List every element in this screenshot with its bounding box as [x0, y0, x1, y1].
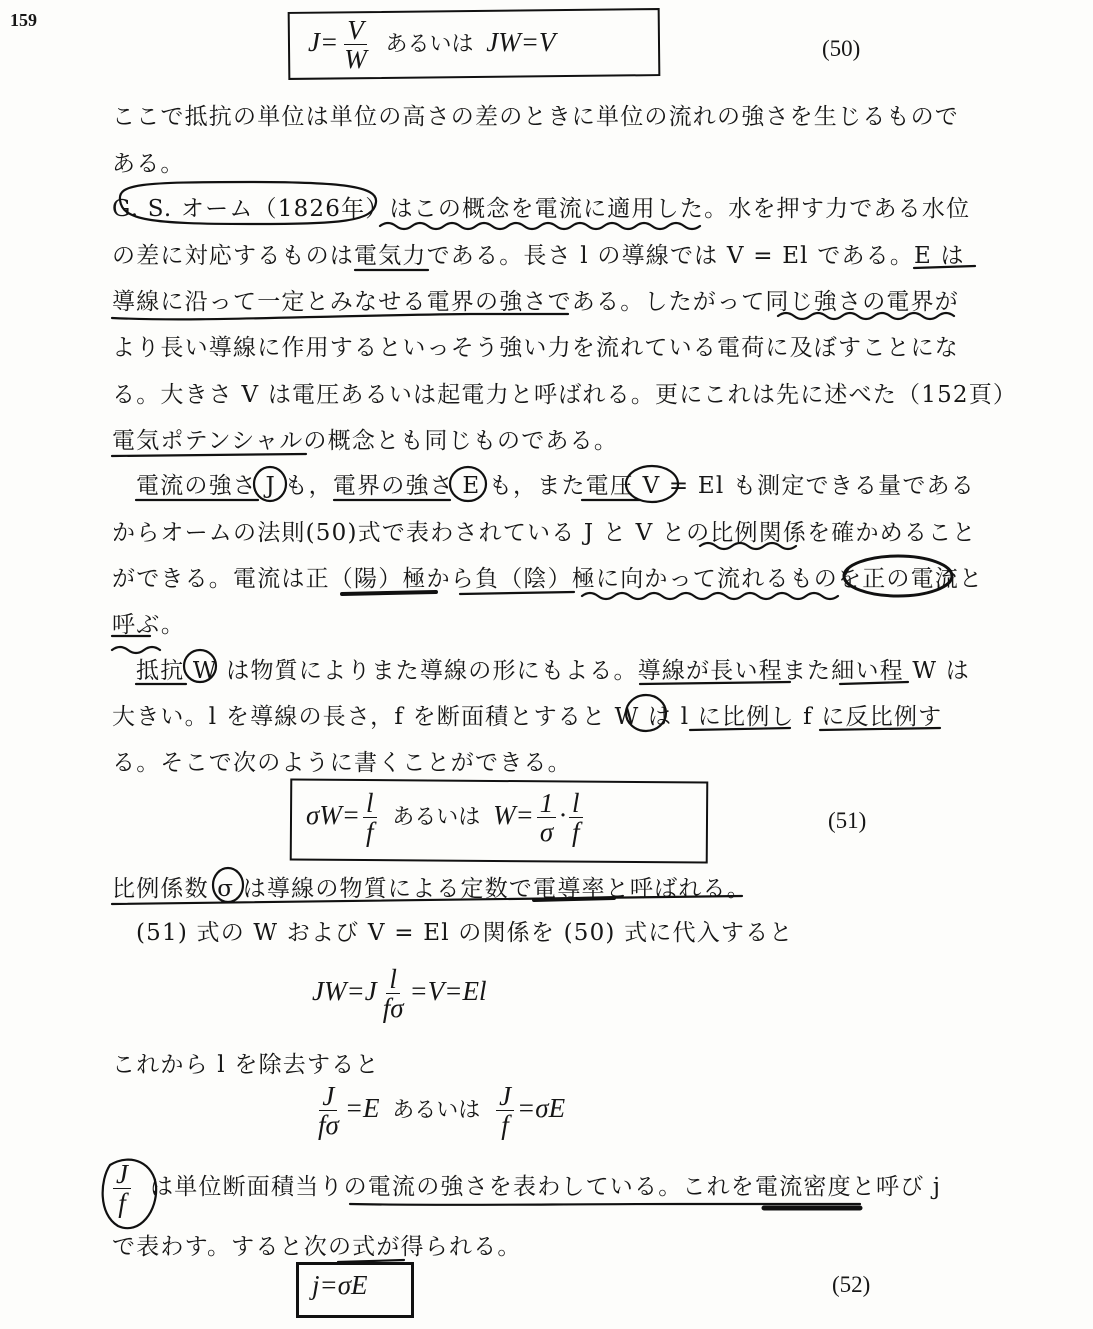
- equation-jw: [312, 965, 486, 1023]
- text-line: これから l を除去すると: [112, 1052, 380, 1078]
- fraction: $\frac{l}{f}$: [363, 789, 377, 847]
- fraction: $\frac{J}{f\sigma}$: [318, 1081, 339, 1141]
- fraction: $\frac{l}{f}$: [569, 789, 583, 847]
- text-line: ができる。電流は正（陽）極から負（陰）極に向かって流れるものを正の電流と: [112, 566, 984, 592]
- fraction: $\frac{l}{f\sigma}$: [382, 964, 404, 1024]
- equation-50: J= $\frac{V}{W}$ あるいは JW=V: [308, 15, 556, 75]
- text-line: (51) 式の W および V = El の関係を (50) 式に代入すると: [136, 920, 794, 946]
- equation-je: [312, 1082, 565, 1140]
- equation-term: =E: [344, 1093, 380, 1124]
- text-line: 呼ぶ。: [112, 612, 186, 638]
- equation-term: j=σE: [312, 1270, 368, 1300]
- text-line: 電気ポテンシャルの概念とも同じものである。: [112, 428, 619, 454]
- equation-term: =σE: [517, 1093, 566, 1124]
- equation-connector: あるいは: [392, 805, 481, 831]
- text-line: より長い導線に作用するといっそう強い力を流れている電荷に及ぼすことにな: [112, 335, 959, 361]
- margin-fraction: [110, 1160, 134, 1218]
- pen-wavy-underline: [582, 593, 838, 599]
- fraction: $\frac{J}{f}$: [113, 1160, 131, 1218]
- equation-51: σW= $\frac{l}{f}$ あるいは W= $\frac{1}{\sigma}$ · $\frac{l}{f}$: [306, 789, 586, 847]
- text-line: の差に対応するものは電気力である。長さ l の導線では V = El である。E は: [112, 243, 965, 269]
- text-line: る。大きさ V は電圧あるいは起電力と呼ばれる。更にこれは先に述べた（152頁）: [112, 382, 1018, 408]
- text-line: 抵抗 W は物質によりまた導線の形にもよる。導線が長い程また細い程 W は: [136, 658, 970, 684]
- text-line: 導線に沿って一定とみなせる電界の強さである。したがって同じ強さの電界が: [112, 289, 959, 315]
- text-line: からオームの法則(50)式で表わされている J と V との比例関係を確かめること: [112, 520, 977, 546]
- equation-term: J: [308, 27, 320, 58]
- equation-number: (52): [832, 1272, 871, 1297]
- equation-connector: あるいは: [392, 1098, 481, 1124]
- text-line: ここで抵抗の単位は単位の高さの差のときに単位の流れの強さを生じるもので: [112, 104, 959, 130]
- page-number: 159: [10, 10, 37, 30]
- fraction: $\frac{V}{W}$: [344, 15, 367, 75]
- fraction: $\frac{1}{\sigma}$: [537, 789, 557, 847]
- equation-term: JW=V: [486, 27, 556, 58]
- equation-number: (50): [822, 36, 861, 61]
- equation-term: W=: [493, 800, 534, 831]
- pen-underline: [350, 1204, 860, 1205]
- text-line: 比例係数 σ は導線の物質による定数で電導率と呼ばれる。: [112, 876, 751, 902]
- equation-52: [312, 1270, 368, 1301]
- text-line: で表わす。すると次の式が得られる。: [112, 1234, 522, 1260]
- equation-term: =V=El: [409, 976, 487, 1007]
- text-line: る。そこで次のように書くことができる。: [112, 750, 572, 776]
- text-line: 電流の強さ J も，電界の強さ E も，また電圧 V = El も測定できる量である: [136, 473, 975, 499]
- text-line: G. S. オーム（1826年）はこの概念を電流に適用した。水を押す力である水位: [112, 196, 971, 222]
- equation-term: JW=J: [312, 976, 377, 1007]
- pen-wavy-underline: [380, 223, 700, 229]
- equation-number: (51): [828, 808, 867, 833]
- equation-term: σW=: [306, 800, 361, 831]
- text-line: 大きい。l を導線の長さ，f を断面積とすると W は l に比例し f に反比例す: [112, 704, 943, 730]
- fraction: $\frac{J}{f}$: [496, 1082, 514, 1140]
- equation-connector: あるいは: [385, 32, 474, 58]
- text-line: ある。: [112, 151, 185, 177]
- text-line: は単位断面積当りの電流の強さを表わしている。これを電流密度と呼び j: [150, 1174, 942, 1200]
